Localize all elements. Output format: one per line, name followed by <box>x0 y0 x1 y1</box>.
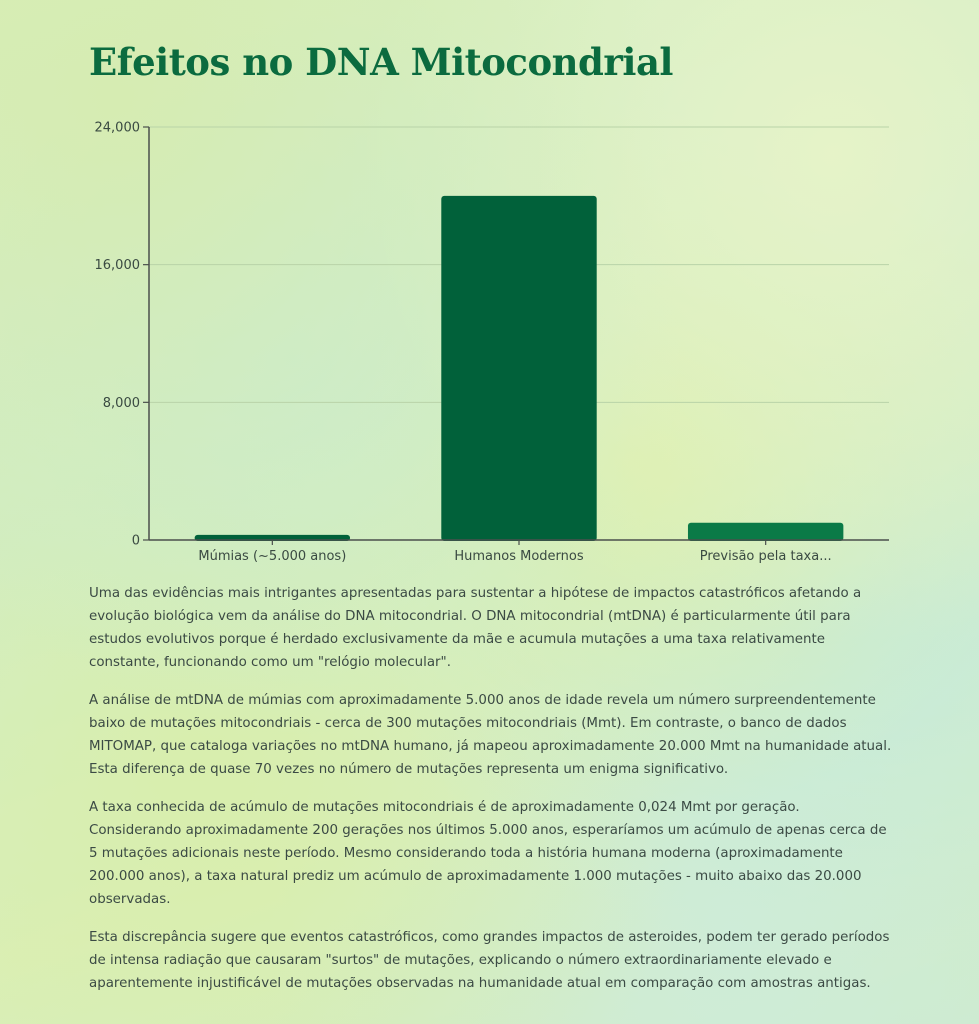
page-title: Efeitos no DNA Mitocondrial <box>89 40 673 84</box>
paragraph-2: A análise de mtDNA de múmias com aproximadamente 5.000 anos de idade revela um número surpreendentemente baixo de mutações mitocondriais - cerca de 300 mutações mitocondriais (Mmt). Em contraste, o banco de dados MITOMAP, que cataloga variações no mtDNA humano, já mapeou aproximadamente 20.000 Mmt na humanidade atual. Esta diferença de quase 70 vezes no número de mutações representa um enigma significativo. <box>89 693 892 777</box>
bar-2 <box>441 196 596 541</box>
bar-chart <box>0 110 979 570</box>
x-tick-label: Previsão pela taxa... <box>699 549 832 564</box>
y-tick-label: 0 <box>131 533 140 549</box>
paragraph-4: Esta discrepância sugere que eventos catastróficos, como grandes impactos de asteroides, podem ter gerado períodos de intensa radiação que causaram "surtos" de mutações, explicando o número extraordinariamente elevado e aparentemente injustificável de mutações observadas na humanidade atual em comparação com amostras antigas. <box>89 930 890 991</box>
paragraph-3: A taxa conhecida de acúmulo de mutações mitocondriais é de aproximadamente 0,024 Mmt por geração. Considerando aproximadamente 200 gerações nos últimos 5.000 anos, esperaríamos um acúmulo de apenas cerca de 5 mutações adicionais neste período. Mesmo considerando toda a história humana moderna (aproximadamente 200.000 anos), a taxa natural prediz um acúmulo de aproximadamente 1.000 mutações - muito abaixo das 20.000 observadas. <box>89 800 887 907</box>
y-tick-label: 24,000 <box>94 120 140 136</box>
paragraph-1: Uma das evidências mais intrigantes apresentadas para sustentar a hipótese de impactos catastróficos afetando a evolução biológica vem da análise do DNA mitocondrial. O DNA mitocondrial (mtDNA) é particularmente útil para estudos evolutivos porque é herdado exclusivamente da mãe e acumula mutações a uma taxa relativamente constante, funcionando como um "relógio molecular". <box>89 586 862 670</box>
bar-3 <box>688 523 843 541</box>
y-tick-label: 8,000 <box>102 395 140 411</box>
x-tick-label: Humanos Modernos <box>454 549 584 564</box>
x-tick-label: Múmias (~5.000 anos) <box>198 549 347 564</box>
y-tick-label: 16,000 <box>94 258 140 274</box>
article-body <box>89 582 895 1010</box>
bars <box>195 196 844 541</box>
